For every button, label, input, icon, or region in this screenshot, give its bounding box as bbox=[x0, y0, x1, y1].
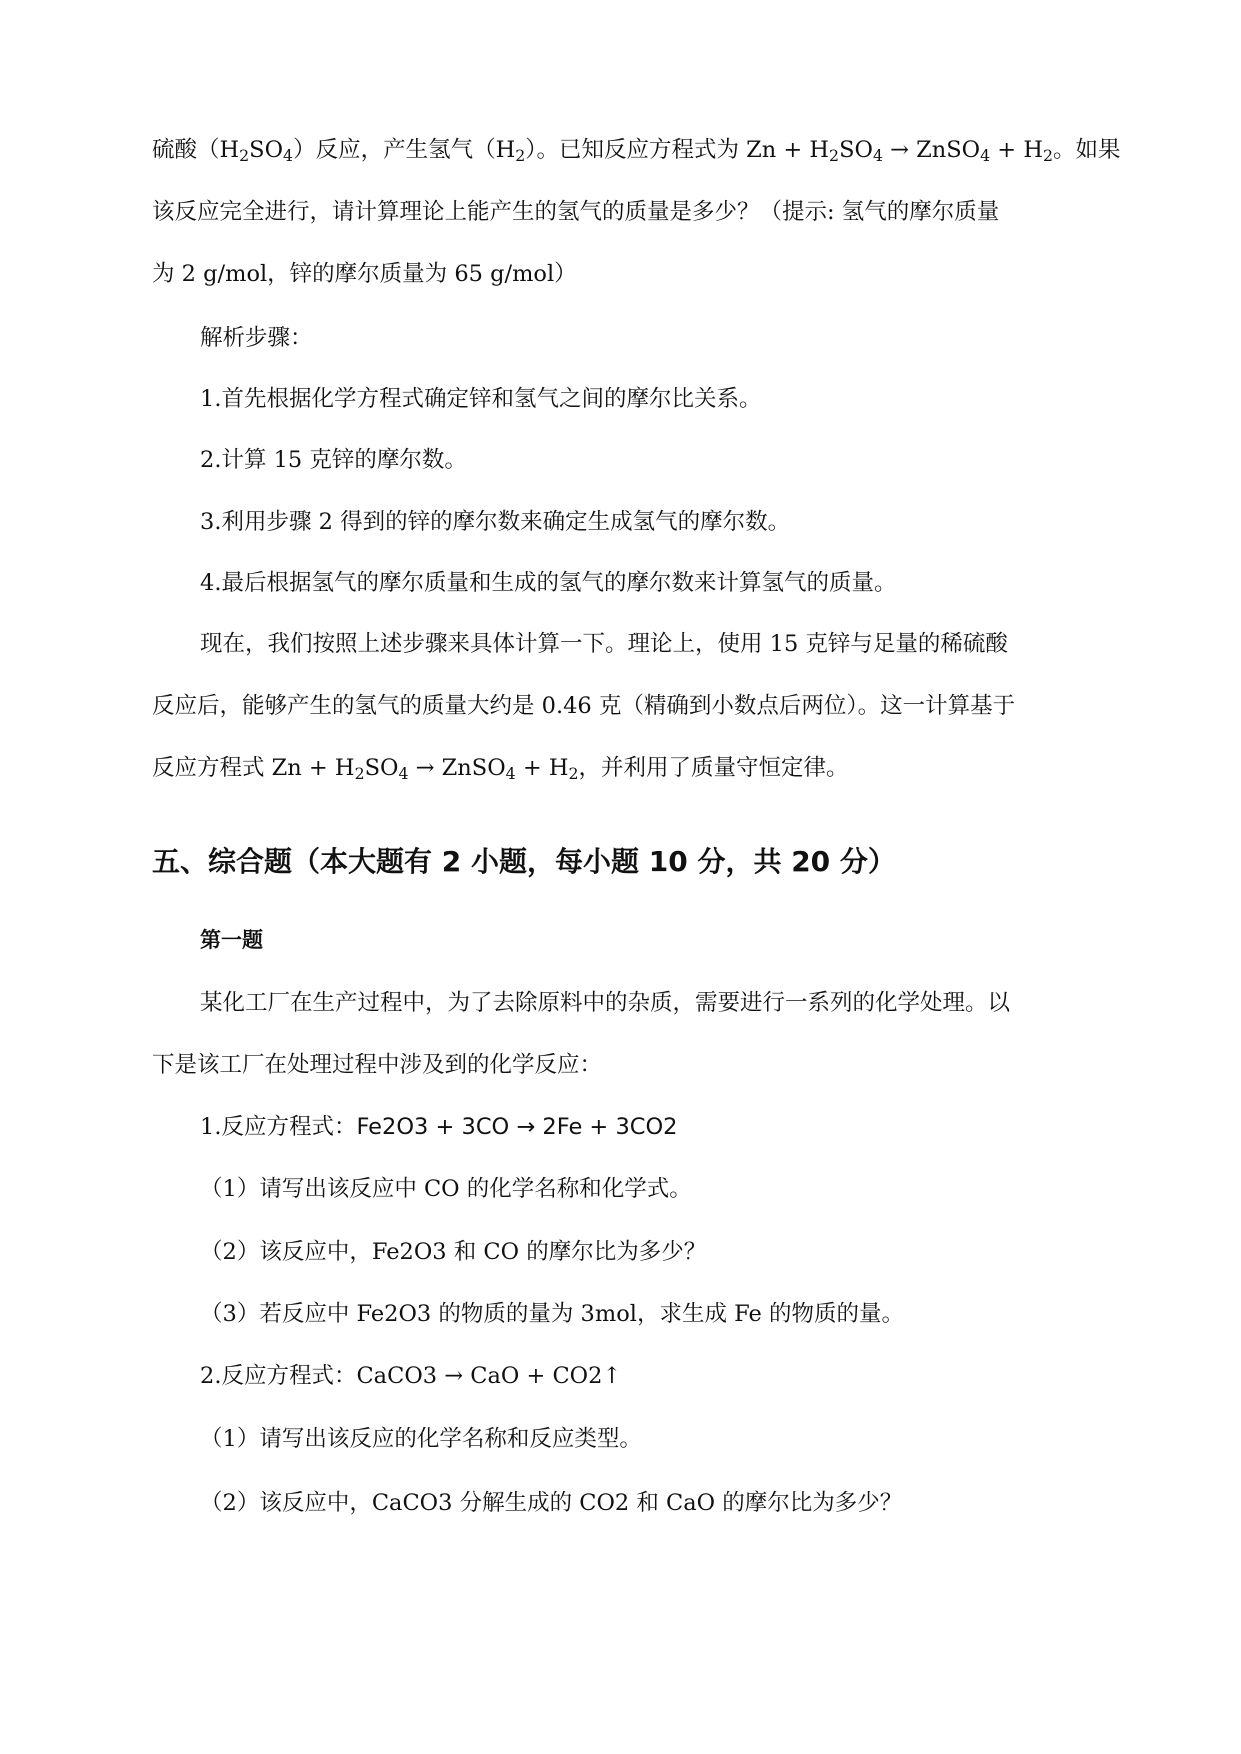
intro-line-1: 硫酸$(H_2SO_4)$反应，产生氢气$(H_2)$。已知反应方程式为 $Zn + H_2SO_4$ → ZnSO$_4$ + $H_2$。如果 bbox=[152, 137, 1121, 165]
reaction-1-question-3: （3）若反应中 Fe2O3 的物质的量为 3mol，求生成 Fe 的物质的量。 bbox=[200, 1301, 904, 1327]
reaction-1-question-1: （1）请写出该反应中 CO 的化学名称和化学式。 bbox=[200, 1176, 692, 1202]
reaction-2-equation: 2.反应方程式：CaCO3 → CaO + CO2↑ bbox=[200, 1363, 622, 1389]
analysis-step-3: 3.利用步骤 2 得到的锌的摩尔数来确定生成氢气的摩尔数。 bbox=[200, 509, 791, 535]
question-desc-line-2: 下是该工厂在处理过程中涉及到的化学反应： bbox=[152, 1052, 603, 1078]
analysis-para-line-2: 反应后，能够产生的氢气的质量大约是 0.46 克（精确到小数点后两位）。这一计算基于 bbox=[152, 693, 1016, 719]
analysis-step-1: 1.首先根据化学方程式确定锌和氢气之间的摩尔比关系。 bbox=[200, 386, 762, 412]
reaction-1-question-2: （2）该反应中，Fe2O3 和 CO 的摩尔比为多少？ bbox=[200, 1239, 707, 1265]
analysis-step-4: 4.最后根据氢气的摩尔质量和生成的氢气的摩尔数来计算氢气的质量。 bbox=[200, 570, 897, 596]
question-desc-line-1: 某化工厂在生产过程中，为了去除原料中的杂质，需要进行一系列的化学处理。以 bbox=[200, 990, 1011, 1016]
analysis-para-line-3: 反应方程式 $Zn + H_2SO_4$ → ZnSO$_4$ + $H_2$，并利用了质量守恒定律。 bbox=[152, 755, 849, 783]
reaction-1-equation: 1.反应方程式：Fe2O3 + 3CO → 2Fe + 3CO2 bbox=[200, 1114, 678, 1140]
intro-line-2: 该反应完全进行，请计算理论上能产生的氢气的质量是多少？（提示: 氢气的摩尔质量 bbox=[152, 199, 1000, 225]
section-heading: 五、综合题（本大题有 2 小题，每小题 10 分，共 20 分） bbox=[152, 845, 896, 878]
analysis-title: 解析步骤： bbox=[200, 325, 313, 351]
reaction-2-question-2: （2）该反应中，CaCO3 分解生成的 CO2 和 CaO 的摩尔比为多少？ bbox=[200, 1490, 903, 1516]
reaction-2-question-1: （1）请写出该反应的化学名称和反应类型。 bbox=[200, 1426, 642, 1452]
analysis-step-2: 2.计算 15 克锌的摩尔数。 bbox=[200, 447, 467, 473]
question-title: 第一题 bbox=[200, 928, 263, 952]
intro-line-3: 为 2 g/mol，锌的摩尔质量为 65 g/mol） bbox=[152, 261, 577, 287]
analysis-para-line-1: 现在，我们按照上述步骤来具体计算一下。理论上，使用 15 克锌与足量的稀硫酸 bbox=[200, 631, 1008, 657]
